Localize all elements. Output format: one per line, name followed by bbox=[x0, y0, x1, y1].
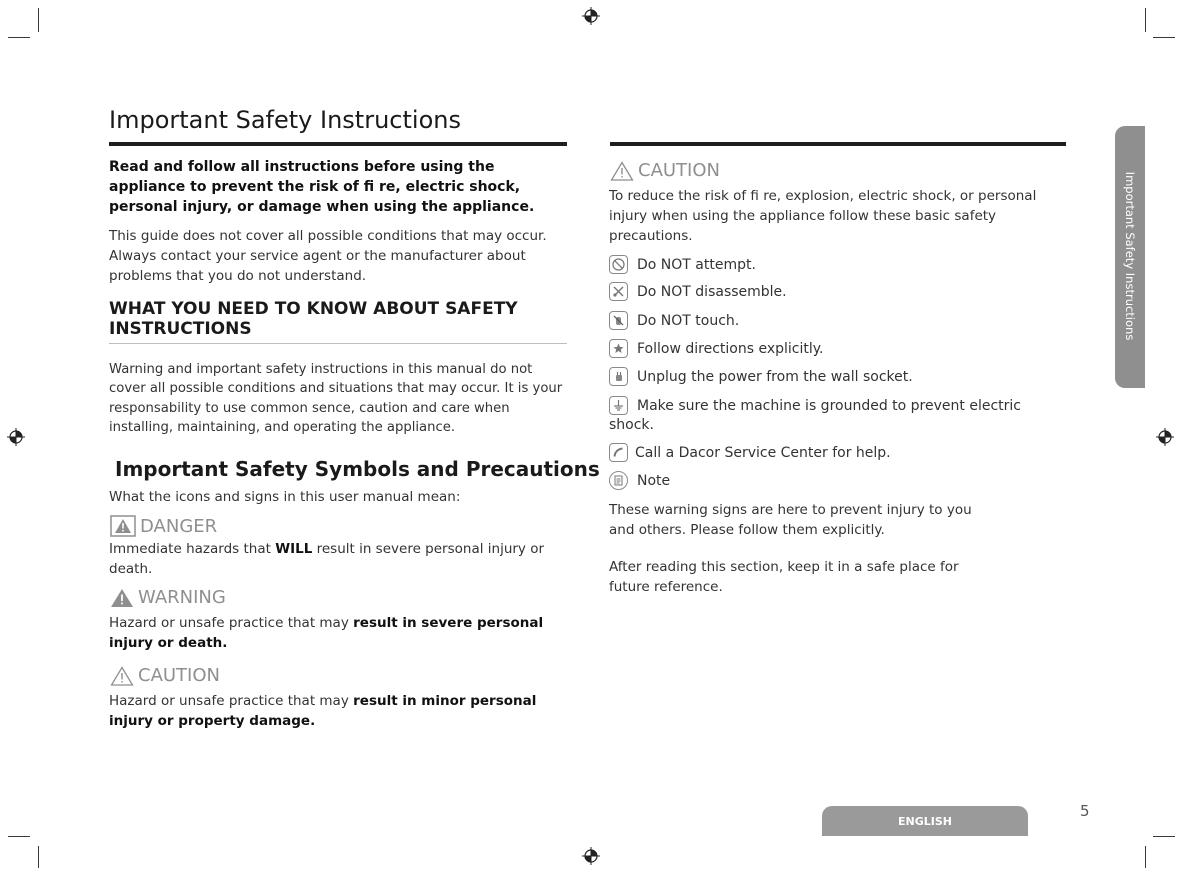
no-touch-icon bbox=[609, 311, 628, 330]
lead-paragraph: Read and follow all instructions before using the appliance to prevent the risk of fi re, electric shock, personal injury, or damage when using the appliance. bbox=[109, 159, 535, 215]
follow-directions-icon bbox=[609, 339, 628, 358]
note-icon bbox=[609, 471, 628, 490]
icon-row-text: Follow directions explicitly. bbox=[637, 340, 824, 357]
danger-label: DANGER bbox=[140, 515, 218, 537]
crop-mark bbox=[1145, 846, 1146, 868]
danger-signal bbox=[110, 515, 217, 537]
icon-row-text: Note bbox=[637, 472, 671, 489]
section-body: Warning and important safety instructions in this manual do not cover all possible conditions and situations that may occur. It is your responsability to use common sence, caution and care when installing, maintaining, and operating the appliance. bbox=[109, 362, 563, 435]
danger-icon bbox=[110, 515, 136, 537]
page-title: Important Safety Instructions bbox=[109, 106, 461, 134]
keep-paragraph: After reading this section, keep it in a safe place for future reference. bbox=[609, 559, 959, 595]
caution-icon bbox=[110, 666, 134, 686]
icon-row-call-service bbox=[609, 443, 891, 462]
registration-mark-icon bbox=[582, 847, 600, 865]
warning-text-start: Hazard or unsafe practice that may bbox=[109, 615, 354, 631]
no-disassemble-icon bbox=[609, 282, 628, 301]
caution-text-bold: result in minor personal injury or property damage. bbox=[109, 693, 537, 729]
section-rule bbox=[109, 343, 567, 344]
warning-text bbox=[109, 613, 559, 653]
warning-signal bbox=[110, 587, 226, 608]
danger-text-end: result in severe personal injury or death. bbox=[109, 541, 545, 577]
crop-mark bbox=[1153, 37, 1175, 38]
page-number: 5 bbox=[1080, 802, 1090, 820]
icon-row-text: Unplug the power from the wall socket. bbox=[637, 368, 913, 385]
icon-row-ground bbox=[609, 396, 1021, 415]
crop-mark bbox=[1145, 8, 1146, 32]
registration-mark-icon bbox=[1156, 428, 1174, 446]
caution-label: CAUTION bbox=[138, 665, 220, 686]
icon-row-follow-directions bbox=[609, 339, 823, 358]
crop-mark bbox=[1153, 836, 1175, 837]
icon-row-text: Do NOT disassemble. bbox=[637, 283, 787, 300]
icon-row-text: Do NOT attempt. bbox=[637, 256, 756, 273]
right-caution-label: CAUTION bbox=[638, 160, 720, 181]
no-attempt-icon bbox=[609, 255, 628, 274]
icon-row-text: Call a Dacor Service Center for help. bbox=[635, 444, 891, 461]
warning-icon bbox=[110, 588, 134, 608]
caution-text bbox=[109, 691, 559, 731]
side-section-tab-label: Important Safety Instructions bbox=[1123, 171, 1137, 341]
icon-row-text: Do NOT touch. bbox=[637, 312, 740, 329]
icon-row-text-continued: shock. bbox=[609, 417, 654, 433]
symbols-intro: What the icons and signs in this user manual mean: bbox=[109, 489, 461, 505]
icon-row-no-attempt bbox=[609, 255, 756, 274]
crop-mark bbox=[38, 846, 39, 868]
phone-icon bbox=[609, 443, 628, 462]
caution-icon bbox=[610, 161, 634, 181]
warning-text-bold: result in severe personal injury or death. bbox=[109, 615, 544, 651]
icon-row-no-disassemble bbox=[609, 282, 787, 301]
right-caution-signal bbox=[610, 160, 720, 181]
section-heading: WHAT YOU NEED TO KNOW ABOUT SAFETY INSTRUCTIONS bbox=[109, 299, 518, 339]
symbols-heading: Important Safety Symbols and Precautions bbox=[115, 457, 600, 481]
crop-mark bbox=[8, 37, 30, 38]
registration-mark-icon bbox=[582, 7, 600, 25]
icon-row-text: Make sure the machine is grounded to prevent electric bbox=[637, 397, 1021, 414]
unplug-icon bbox=[609, 367, 628, 386]
crop-mark bbox=[8, 836, 30, 837]
caution-text-start: Hazard or unsafe practice that may bbox=[109, 693, 354, 709]
ground-icon bbox=[609, 396, 628, 415]
icon-row-no-touch bbox=[609, 311, 739, 330]
right-caution-text: To reduce the risk of fi re, explosion, electric shock, or personal injury when using the appliance follow these basic safety precautions. bbox=[609, 188, 1037, 244]
title-rule bbox=[109, 142, 567, 146]
right-title-rule bbox=[610, 142, 1066, 146]
warning-signs-paragraph: These warning signs are here to prevent injury to you and others. Please follow them explicitly. bbox=[609, 502, 972, 538]
crop-mark bbox=[38, 8, 39, 32]
language-tab: ENGLISH bbox=[822, 806, 1028, 836]
danger-text-bold: WILL bbox=[275, 541, 313, 557]
danger-text bbox=[109, 539, 569, 579]
icon-row-note bbox=[609, 471, 670, 490]
caution-signal bbox=[110, 665, 220, 686]
registration-mark-icon bbox=[7, 428, 25, 446]
danger-text-start: Immediate hazards that bbox=[109, 541, 276, 557]
intro-paragraph: This guide does not cover all possible conditions that may occur. Always contact your service agent or the manufacturer about problems that you do not understand. bbox=[109, 228, 547, 284]
warning-label: WARNING bbox=[138, 587, 226, 608]
icon-row-unplug bbox=[609, 367, 913, 386]
